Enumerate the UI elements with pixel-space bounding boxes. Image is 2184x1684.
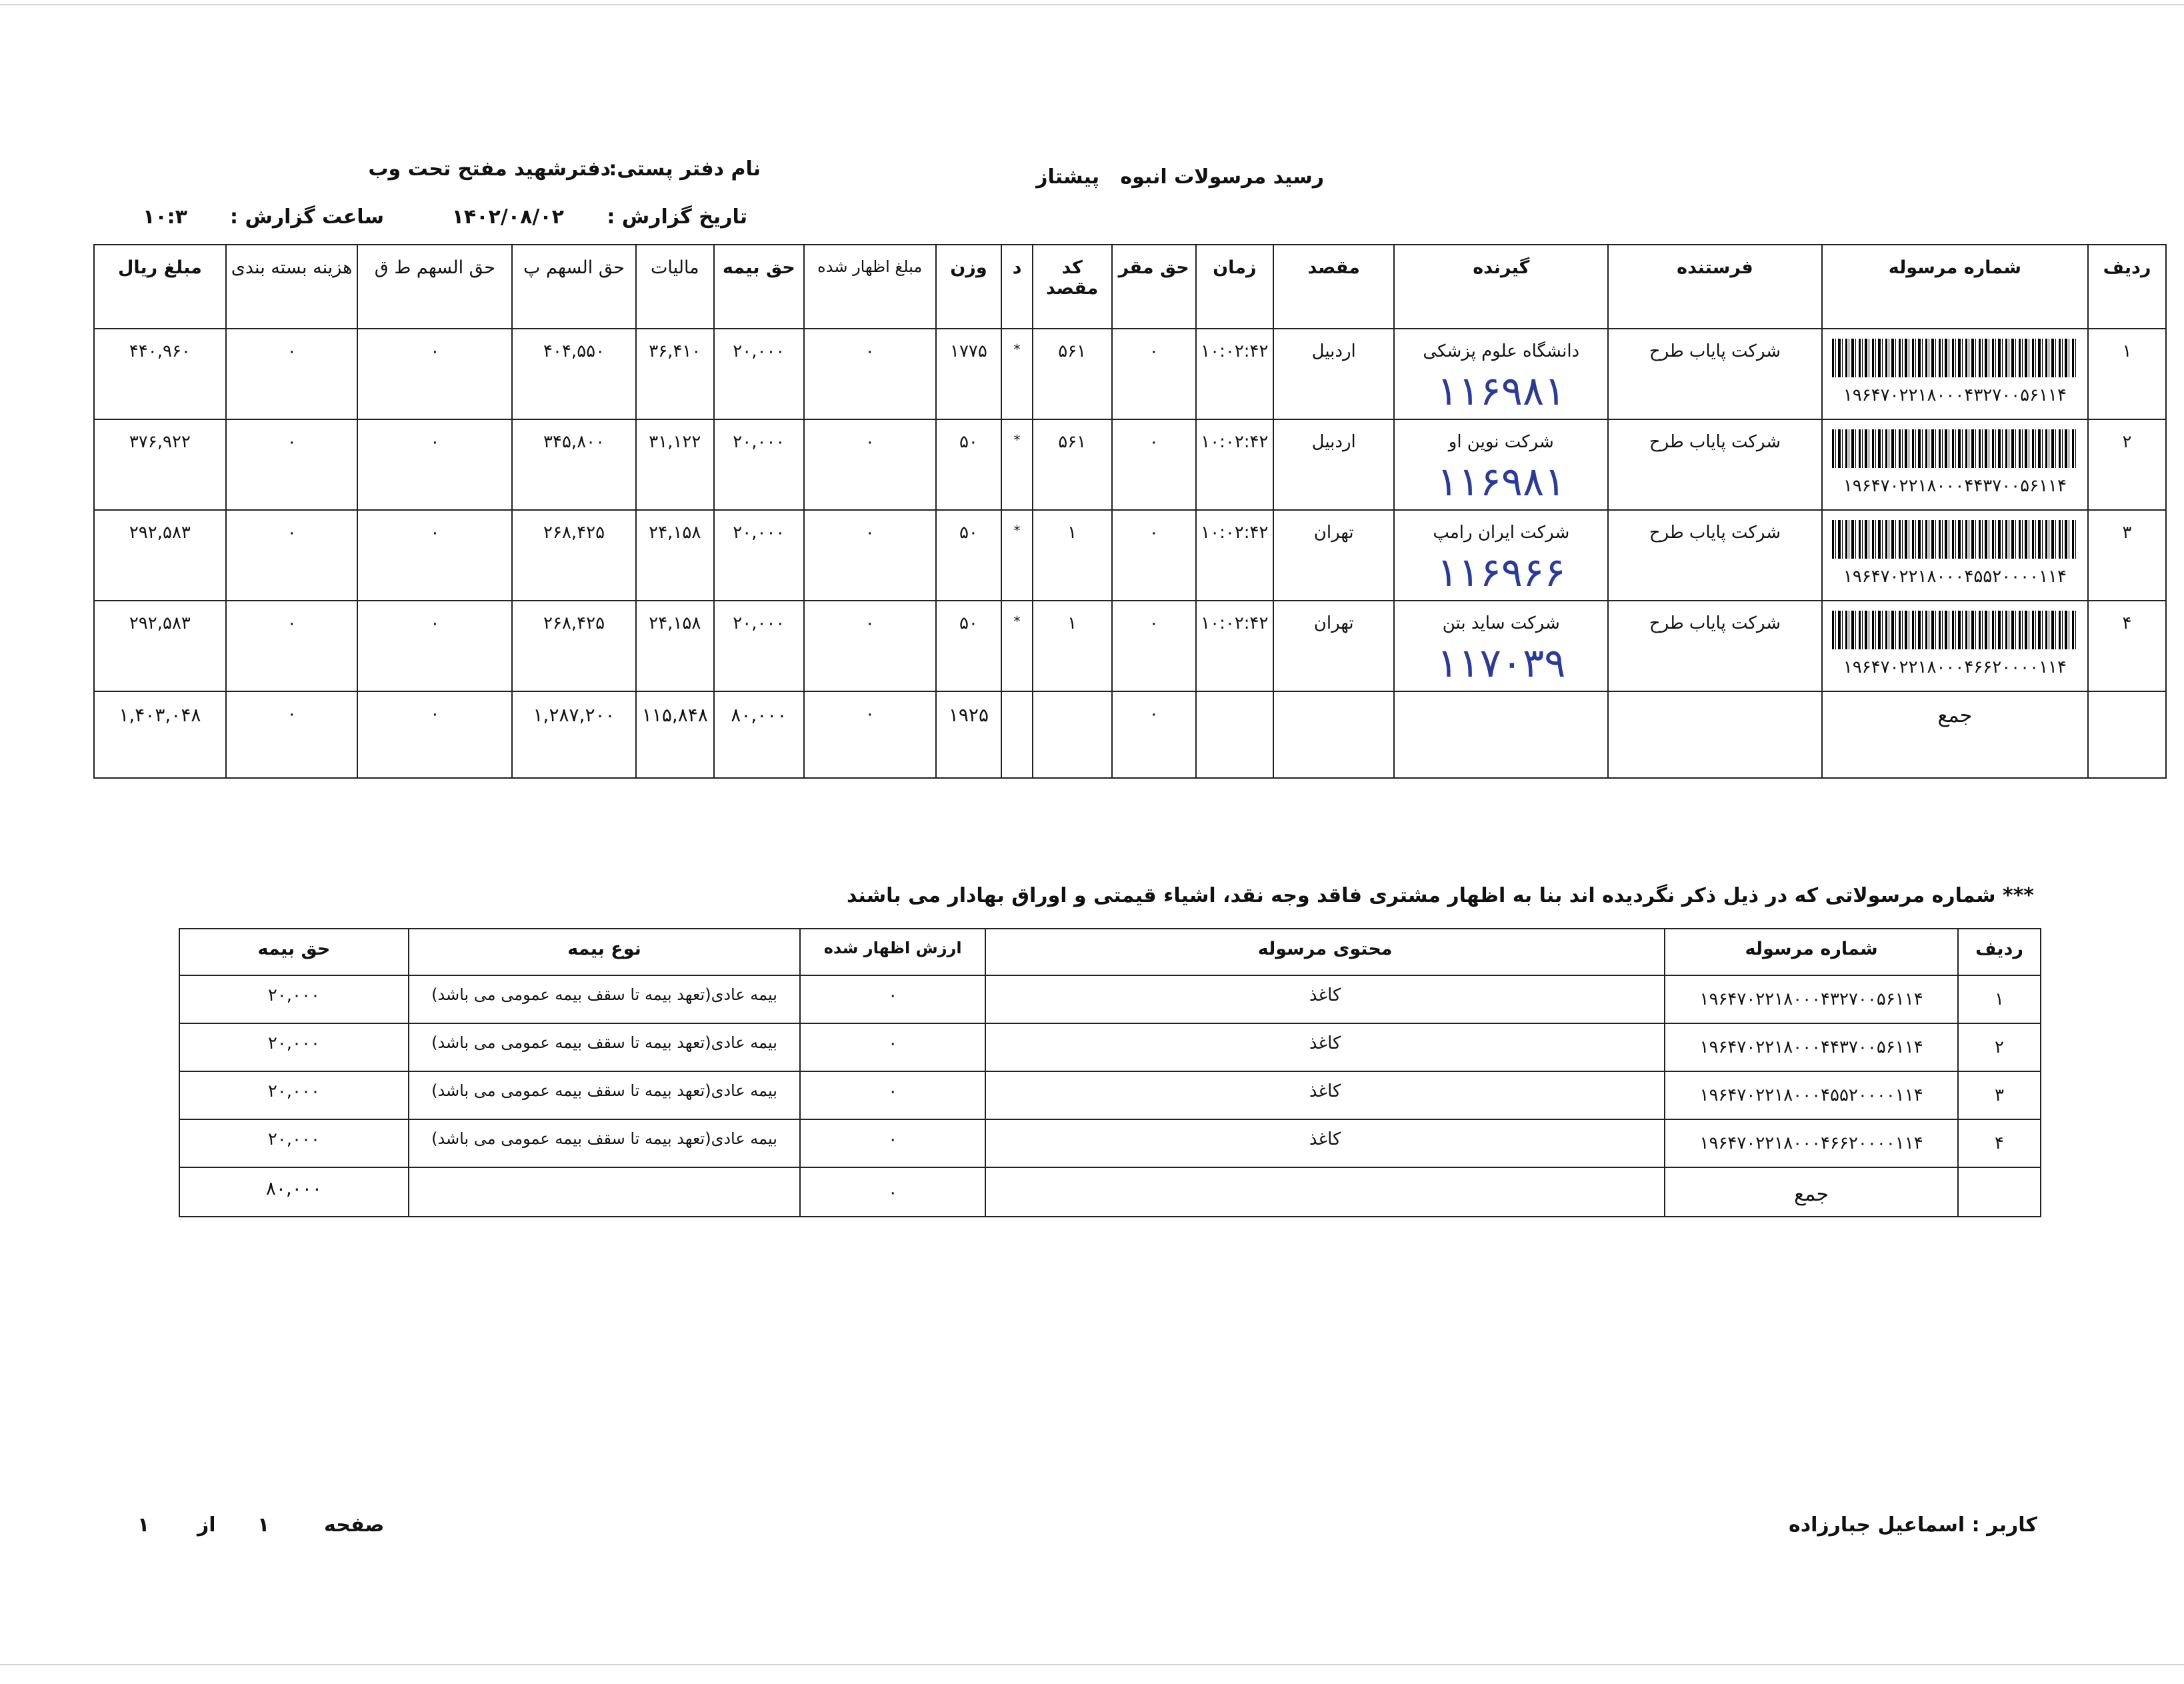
barcode-image bbox=[1832, 429, 2078, 468]
col-insurance: حق بیمه bbox=[714, 245, 804, 329]
handwritten-code: ۱۱۶۹۶۶ bbox=[1437, 549, 1566, 596]
dest-code: ۵۶۱ bbox=[1033, 419, 1112, 510]
receiver-cell bbox=[1394, 419, 1608, 510]
ins-row-number: ۲ bbox=[1958, 1023, 2041, 1071]
ins-declared: ۰ bbox=[800, 975, 985, 1023]
ins-declared: ۰ bbox=[800, 1023, 985, 1071]
receiver: شرکت ساید بتن bbox=[1442, 613, 1560, 633]
time: ۱۰:۰۲:۴۲ bbox=[1196, 510, 1273, 601]
dest-code: ۱ bbox=[1033, 510, 1112, 601]
ins-premium: ۲۰,۰۰۰ bbox=[179, 1071, 409, 1119]
receiver: شرکت ایران رامپ bbox=[1433, 523, 1570, 543]
weight: ۱۷۷۵ bbox=[936, 329, 1002, 419]
ins-type: بیمه عادی(تعهد بیمه تا سقف بیمه عمومی می باشد) bbox=[409, 1023, 801, 1071]
ins-type: بیمه عادی(تعهد بیمه تا سقف بیمه عمومی می باشد) bbox=[409, 1071, 801, 1119]
time: ۱۰:۰۲:۴۲ bbox=[1196, 329, 1273, 419]
dest-code: ۵۶۱ bbox=[1033, 329, 1112, 419]
ins-col-premium: حق بیمه bbox=[179, 929, 409, 975]
total-row bbox=[94, 691, 2166, 778]
table-row bbox=[94, 601, 2166, 691]
weight: ۵۰ bbox=[936, 510, 1002, 601]
row-number: ۳ bbox=[2088, 510, 2166, 601]
ins-tracking: ۱۹۶۴۷۰۲۲۱۸۰۰۰۴۵۵۲۰۰۰۰۱۱۴ bbox=[1665, 1071, 1958, 1119]
col-d: د bbox=[1001, 245, 1032, 329]
share-tq: ۰ bbox=[357, 329, 512, 419]
packing-cost: ۰ bbox=[226, 601, 358, 691]
amount-rial: ۲۹۲,۵۸۳ bbox=[94, 510, 226, 601]
insurance-table-header bbox=[179, 929, 2041, 975]
destination: اردبیل bbox=[1273, 419, 1395, 510]
col-weight: وزن bbox=[936, 245, 1002, 329]
share-tq: ۰ bbox=[357, 510, 512, 601]
dest-code: ۱ bbox=[1033, 601, 1112, 691]
time-label: ساعت گزارش : bbox=[230, 205, 384, 229]
note-text: *** شماره مرسولاتی که در ذیل ذکر نگردیده اند بنا به اظهار مشتری فاقد وجه نقد، اشیاء قیمتی و اوراق بهادار می باشند bbox=[847, 884, 2034, 907]
insurance-table bbox=[179, 928, 2041, 1217]
ins-content: کاغذ bbox=[985, 975, 1665, 1023]
ins-tracking: ۱۹۶۴۷۰۲۲۱۸۰۰۰۴۴۳۷۰۰۵۶۱۱۴ bbox=[1665, 1023, 1958, 1071]
col-dest-code: کد مقصد bbox=[1033, 245, 1112, 329]
haq-maqar: ۰ bbox=[1112, 329, 1196, 419]
report-title: رسید مرسولات انبوه پیشتاز bbox=[1036, 165, 1324, 189]
date-value: ۱۴۰۲/۰۸/۰۲ bbox=[451, 205, 564, 229]
col-amount: مبلغ ریال bbox=[94, 245, 226, 329]
weight: ۵۰ bbox=[936, 419, 1002, 510]
ins-row-number: ۴ bbox=[1958, 1119, 2041, 1167]
total-declared: ۰ bbox=[804, 691, 936, 778]
table-row bbox=[179, 1071, 2041, 1119]
ins-tracking: ۱۹۶۴۷۰۲۲۱۸۰۰۰۴۳۲۷۰۰۵۶۱۱۴ bbox=[1665, 975, 1958, 1023]
haq-maqar: ۰ bbox=[1112, 419, 1196, 510]
sender: شرکت پایاب طرح bbox=[1608, 329, 1822, 419]
ins-declared: ۰ bbox=[800, 1119, 985, 1167]
scan-edge-top bbox=[0, 4, 2184, 5]
office-label: نام دفتر پستی: bbox=[609, 157, 761, 181]
tracking-cell bbox=[1822, 601, 2088, 691]
ins-total-label: جمع bbox=[1665, 1167, 1958, 1217]
tracking-number: ۱۹۶۴۷۰۲۲۱۸۰۰۰۴۶۶۲۰۰۰۰۱۱۴ bbox=[1843, 657, 2067, 677]
ins-total-declared: ۰ bbox=[800, 1167, 985, 1217]
scan-edge-bottom bbox=[0, 1664, 2184, 1665]
col-haq-maqar: حق مقر bbox=[1112, 245, 1196, 329]
time: ۱۰:۰۲:۴۲ bbox=[1196, 419, 1273, 510]
amount-rial: ۳۷۶,۹۲۲ bbox=[94, 419, 226, 510]
amount-rial: ۴۴۰,۹۶۰ bbox=[94, 329, 226, 419]
col-sender: فرستنده bbox=[1608, 245, 1822, 329]
d-flag: * bbox=[1001, 601, 1032, 691]
handwritten-code: ۱۱۷۰۳۹ bbox=[1437, 640, 1566, 687]
haq-maqar: ۰ bbox=[1112, 510, 1196, 601]
receiver-cell bbox=[1394, 510, 1608, 601]
user-label: کاربر : bbox=[1971, 1513, 2037, 1537]
ins-content: کاغذ bbox=[985, 1023, 1665, 1071]
insurance: ۲۰,۰۰۰ bbox=[714, 329, 804, 419]
page-total: ۱ bbox=[137, 1513, 150, 1537]
col-row: ردیف bbox=[2088, 245, 2166, 329]
office-value: دفترشهید مفتح تحت وب bbox=[368, 157, 611, 181]
ins-col-type: نوع بیمه bbox=[409, 929, 801, 975]
tracking-number: ۱۹۶۴۷۰۲۲۱۸۰۰۰۴۵۵۲۰۰۰۰۱۱۴ bbox=[1843, 567, 2067, 587]
tracking-cell bbox=[1822, 329, 2088, 419]
ins-declared: ۰ bbox=[800, 1071, 985, 1119]
total-share-tq: ۰ bbox=[357, 691, 512, 778]
col-tracking: شماره مرسوله bbox=[1822, 245, 2088, 329]
ins-type: بیمه عادی(تعهد بیمه تا سقف بیمه عمومی می باشد) bbox=[409, 975, 801, 1023]
d-flag: * bbox=[1001, 510, 1032, 601]
tracking-number: ۱۹۶۴۷۰۲۲۱۸۰۰۰۴۳۲۷۰۰۵۶۱۱۴ bbox=[1843, 385, 2067, 405]
sender: شرکت پایاب طرح bbox=[1608, 510, 1822, 601]
ins-col-row: ردیف bbox=[1958, 929, 2041, 975]
share-p: ۴۰۴,۵۵۰ bbox=[512, 329, 636, 419]
table-row bbox=[179, 975, 2041, 1023]
destination: تهران bbox=[1273, 601, 1395, 691]
amount-rial: ۲۹۲,۵۸۳ bbox=[94, 601, 226, 691]
weight: ۵۰ bbox=[936, 601, 1002, 691]
main-shipments-table bbox=[93, 244, 2167, 779]
declared-amount: ۰ bbox=[804, 329, 936, 419]
d-flag: * bbox=[1001, 329, 1032, 419]
time: ۱۰:۰۲:۴۲ bbox=[1196, 601, 1273, 691]
share-p: ۳۴۵,۸۰۰ bbox=[512, 419, 636, 510]
insurance: ۲۰,۰۰۰ bbox=[714, 510, 804, 601]
d-flag: * bbox=[1001, 419, 1032, 510]
ins-content: کاغذ bbox=[985, 1071, 1665, 1119]
sender: شرکت پایاب طرح bbox=[1608, 601, 1822, 691]
ins-tracking: ۱۹۶۴۷۰۲۲۱۸۰۰۰۴۶۶۲۰۰۰۰۱۱۴ bbox=[1665, 1119, 1958, 1167]
receiver: شرکت نوین او bbox=[1448, 432, 1554, 452]
table-row bbox=[94, 329, 2166, 419]
tax: ۲۴,۱۵۸ bbox=[636, 601, 714, 691]
insurance: ۲۰,۰۰۰ bbox=[714, 419, 804, 510]
col-destination: مقصد bbox=[1273, 245, 1395, 329]
total-haq-maqar: ۰ bbox=[1112, 691, 1196, 778]
ins-premium: ۲۰,۰۰۰ bbox=[179, 1023, 409, 1071]
sender: شرکت پایاب طرح bbox=[1608, 419, 1822, 510]
page-number: ۱ bbox=[257, 1513, 270, 1537]
share-p: ۲۶۸,۴۲۵ bbox=[512, 510, 636, 601]
receiver-cell bbox=[1394, 601, 1608, 691]
share-tq: ۰ bbox=[357, 601, 512, 691]
packing-cost: ۰ bbox=[226, 419, 358, 510]
share-p: ۲۶۸,۴۲۵ bbox=[512, 601, 636, 691]
destination: تهران bbox=[1273, 510, 1395, 601]
col-time: زمان bbox=[1196, 245, 1273, 329]
receiver: دانشگاه علوم پزشکی bbox=[1423, 341, 1580, 361]
col-packing: هزینه بسته بندی bbox=[226, 245, 358, 329]
total-insurance: ۸۰,۰۰۰ bbox=[714, 691, 804, 778]
declared-amount: ۰ bbox=[804, 601, 936, 691]
ins-type: بیمه عادی(تعهد بیمه تا سقف بیمه عمومی می باشد) bbox=[409, 1119, 801, 1167]
tax: ۳۱,۱۲۲ bbox=[636, 419, 714, 510]
declared-amount: ۰ bbox=[804, 510, 936, 601]
share-tq: ۰ bbox=[357, 419, 512, 510]
footer-user bbox=[1789, 1513, 2037, 1537]
ins-total-premium: ۸۰,۰۰۰ bbox=[179, 1167, 409, 1217]
main-table-header bbox=[94, 245, 2166, 329]
table-row bbox=[94, 419, 2166, 510]
packing-cost: ۰ bbox=[226, 329, 358, 419]
handwritten-code: ۱۱۶۹۸۱ bbox=[1437, 368, 1566, 415]
user-name: اسماعیل جبارزاده bbox=[1789, 1513, 1965, 1537]
tax: ۳۶,۴۱۰ bbox=[636, 329, 714, 419]
total-label: جمع bbox=[1822, 691, 2088, 778]
receiver-cell bbox=[1394, 329, 1608, 419]
of-label: از bbox=[197, 1513, 216, 1537]
time-value: ۱۰:۳ bbox=[143, 205, 187, 229]
date-label: تاریخ گزارش : bbox=[607, 205, 747, 229]
col-declared: مبلغ اظهار شده bbox=[804, 245, 936, 329]
row-number: ۲ bbox=[2088, 419, 2166, 510]
ins-premium: ۲۰,۰۰۰ bbox=[179, 1119, 409, 1167]
ins-total-row bbox=[179, 1167, 2041, 1217]
ins-row-number: ۳ bbox=[1958, 1071, 2041, 1119]
table-row bbox=[179, 1119, 2041, 1167]
total-tax: ۱۱۵,۸۴۸ bbox=[636, 691, 714, 778]
haq-maqar: ۰ bbox=[1112, 601, 1196, 691]
total-packing: ۰ bbox=[226, 691, 358, 778]
table-row bbox=[94, 510, 2166, 601]
tracking-cell bbox=[1822, 419, 2088, 510]
col-share-tq: حق السهم ط ق bbox=[357, 245, 512, 329]
table-row bbox=[179, 1023, 2041, 1071]
ins-col-declared: ارزش اظهار شده bbox=[800, 929, 985, 975]
row-number: ۴ bbox=[2088, 601, 2166, 691]
col-share-p: حق السهم پ bbox=[512, 245, 636, 329]
ins-col-tracking: شماره مرسوله bbox=[1665, 929, 1958, 975]
insurance: ۲۰,۰۰۰ bbox=[714, 601, 804, 691]
page-label: صفحه bbox=[324, 1513, 385, 1537]
row-number: ۱ bbox=[2088, 329, 2166, 419]
total-weight: ۱۹۲۵ bbox=[936, 691, 1002, 778]
tracking-number: ۱۹۶۴۷۰۲۲۱۸۰۰۰۴۴۳۷۰۰۵۶۱۱۴ bbox=[1843, 476, 2067, 496]
handwritten-code: ۱۱۶۹۸۱ bbox=[1437, 459, 1566, 505]
barcode-image bbox=[1832, 520, 2078, 559]
ins-content: کاغذ bbox=[985, 1119, 1665, 1167]
ins-row-number: ۱ bbox=[1958, 975, 2041, 1023]
tracking-cell bbox=[1822, 510, 2088, 601]
barcode-image bbox=[1832, 339, 2078, 377]
destination: اردبیل bbox=[1273, 329, 1395, 419]
barcode-image bbox=[1832, 611, 2078, 649]
total-amount: ۱,۴۰۳,۰۴۸ bbox=[94, 691, 226, 778]
col-tax: مالیات bbox=[636, 245, 714, 329]
ins-col-content: محتوی مرسوله bbox=[985, 929, 1665, 975]
ins-premium: ۲۰,۰۰۰ bbox=[179, 975, 409, 1023]
packing-cost: ۰ bbox=[226, 510, 358, 601]
declared-amount: ۰ bbox=[804, 419, 936, 510]
tax: ۲۴,۱۵۸ bbox=[636, 510, 714, 601]
col-receiver: گیرنده bbox=[1394, 245, 1608, 329]
total-share-p: ۱,۲۸۷,۲۰۰ bbox=[512, 691, 636, 778]
